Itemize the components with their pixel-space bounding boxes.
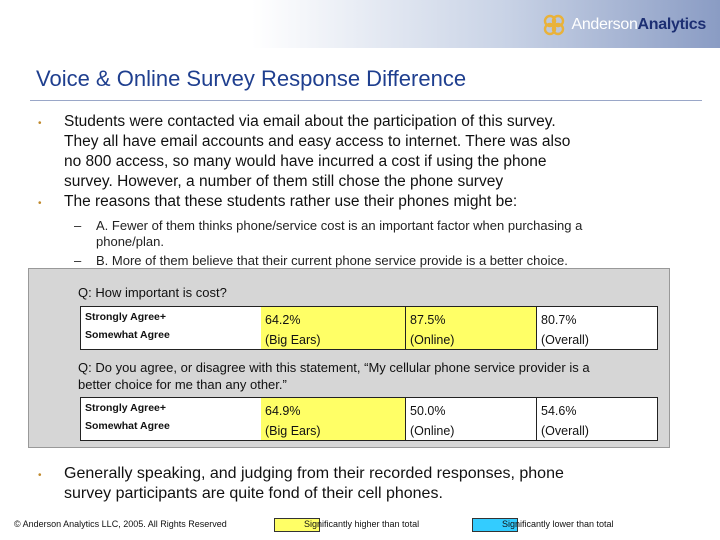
logo-text-part2: Analytics: [637, 16, 706, 33]
legend-higher-label: Significantly higher than total: [304, 519, 420, 529]
cell-value: 80.7%: [541, 313, 577, 327]
question-2-line: Q: Do you agree, or disagree with this statement, “My cellular phone service provider is a: [78, 360, 590, 375]
copyright-text: © Anderson Analytics LLC, 2005. All Rights Reserved: [14, 519, 227, 529]
bullet-1-line: Students were contacted via email about the participation of this survey.: [64, 113, 556, 130]
row-label: [81, 398, 261, 440]
cell-value: 64.2%: [265, 313, 301, 327]
cell-group: (Overall): [541, 424, 589, 438]
header-bar: [0, 0, 720, 48]
cell-group: (Overall): [541, 333, 589, 347]
logo-knot-icon: [541, 12, 567, 38]
cell-value: 64.9%: [265, 404, 301, 418]
result-row-1: [80, 306, 658, 350]
cell-group: (Online): [410, 333, 455, 347]
row-label-line: Somewhat Agree: [85, 420, 170, 432]
closing-bullet-line: survey participants are quite fond of their cell phones.: [64, 485, 443, 502]
sub-item-a-line: A. Fewer of them thinks phone/service cost is an important factor when purchasing a: [96, 218, 583, 233]
question-2: [78, 359, 590, 393]
title-divider: [30, 100, 702, 101]
sub-dash: –: [74, 253, 82, 268]
row-label: [81, 307, 261, 349]
result-cell-big-ears: [261, 307, 405, 349]
logo-text-part1: Anderson: [571, 16, 638, 33]
cell-group: (Online): [410, 424, 455, 438]
bullet-marker: •: [38, 118, 42, 129]
cell-value: 50.0%: [410, 404, 446, 418]
cell-group: (Big Ears): [265, 333, 321, 347]
sub-item-a-line: phone/plan.: [96, 234, 164, 249]
bullet-1-line: no 800 access, so many would have incurred a cost if using the phone: [64, 153, 547, 170]
bullet-marker: •: [38, 198, 42, 209]
sub-dash: –: [74, 218, 82, 233]
bullet-1-line: They all have email accounts and easy access to internet. There was also: [64, 133, 571, 150]
sub-item-a: [96, 218, 582, 250]
result-cell-big-ears: [261, 398, 405, 440]
closing-bullet-line: Generally speaking, and judging from their recorded responses, phone: [64, 465, 564, 482]
result-cell-overall: [537, 307, 657, 349]
result-row-2: [80, 397, 658, 441]
question-1: [78, 284, 227, 301]
cell-group: (Big Ears): [265, 424, 321, 438]
result-cell-overall: [537, 398, 657, 440]
sub-item-b: [96, 253, 568, 269]
bullet-1-line: survey. However, a number of them still chose the phone survey: [64, 173, 504, 190]
bullet-text-1: [64, 112, 570, 192]
row-label-line: Somewhat Agree: [85, 329, 170, 341]
slide-title: Voice & Online Survey Response Difference: [36, 66, 467, 91]
result-cell-online: [406, 307, 536, 349]
legend-lower-label: Significantly lower than total: [502, 519, 614, 529]
question-2-line: better choice for me than any other.”: [78, 377, 287, 392]
bullet-text-2: [64, 192, 517, 212]
row-label-line: Strongly Agree+: [85, 311, 167, 323]
result-cell-online: [406, 398, 536, 440]
bullet-marker: •: [38, 470, 42, 481]
closing-bullet-text: [64, 464, 564, 504]
cell-value: 54.6%: [541, 404, 577, 418]
company-logo: [541, 12, 706, 38]
row-label-line: Strongly Agree+: [85, 402, 167, 414]
bullet-2-line: The reasons that these students rather use their phones might be:: [64, 193, 518, 210]
sub-item-b-line: B. More of them believe that their current phone service provide is a better choice.: [96, 253, 568, 268]
cell-value: 87.5%: [410, 313, 446, 327]
question-1-line: Q: How important is cost?: [78, 285, 227, 300]
logo-text: [571, 16, 706, 34]
